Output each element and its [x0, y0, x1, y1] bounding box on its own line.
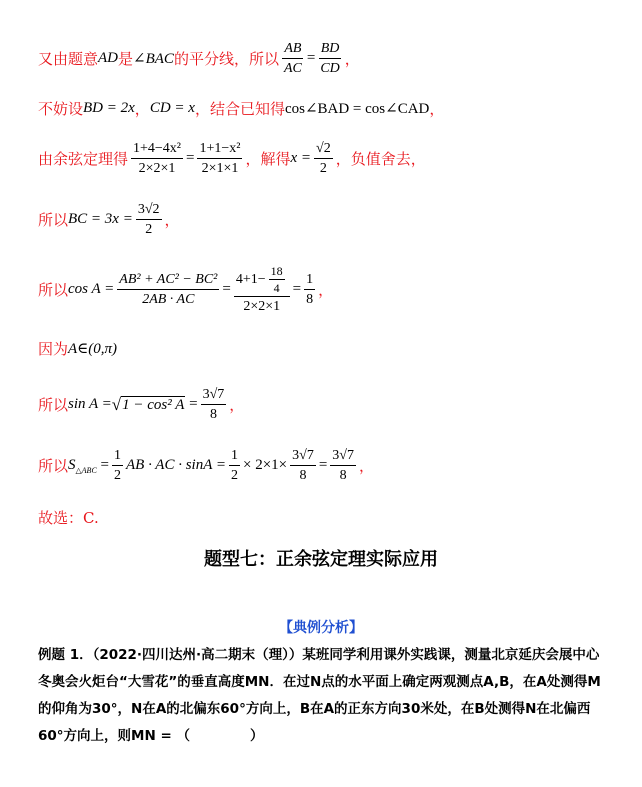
solution-line-3: 由余弦定理得 $\frac{\text{1+4−4x²}}{2\times 2\times 1}$ = $\frac{\text{1+1−x²}}{2\times 1\times 1}$ ，解得 x = $\frac{√2}{2}$ ，负值舍去， — [38, 141, 426, 176]
example-text: （2022·四川达州·高二期末（理））某班同学利用课外实践课，测量北京延庆会展中心冬奥会火炬台“大雪花”的垂直高度MN．在过N点的水平面上确定两观测点A,B，在A处测得M的仰角为30°，N在A的北偏东60°方向上，B在A的正东方向30米处，在B处测得N在北偏西60°方向上，则MN = （ — [38, 647, 601, 744]
solution-line-8: 所以 $S_{\triangle ABC}$ = $\frac{1}{2}$ AB · AC · sinA = $\frac{1}{2}$ × 2×1× $\frac{3√7}{8}$ = $\frac{3√7}{8}$ ， — [38, 448, 374, 483]
text: 的平分线，所以 — [173, 50, 279, 68]
text: 又由题意 — [38, 50, 99, 68]
fraction-area-1: $\frac{3√7}{8}$ — [292, 448, 314, 483]
fraction-cos-1: $\frac{\text{1+4−4x²}}{2\times 2\times 1}$ — [133, 141, 182, 176]
solution-line-1: 又由题意 AD 是 ∠BAC 的平分线，所以 $\frac{AB}{AC}$ = $\frac{BD}{CD}$ ， — [38, 41, 360, 76]
solution-line-7: 所以 sin A = √ 1 − cos² A = $\frac{3√7}{8}$ ， — [38, 387, 245, 422]
example-paragraph — [38, 642, 608, 750]
solution-line-6: 因为 A∈(0,π) — [38, 340, 118, 358]
math-angle: ∠BAC — [133, 51, 174, 67]
example-tag: 【典例分析】 — [279, 620, 363, 636]
math-a-range: A∈(0,π) — [68, 341, 118, 357]
math-s: S — [68, 456, 76, 473]
math-bd: BD = 2x — [83, 100, 135, 116]
sqrt-expression: √ 1 − cos² A — [111, 394, 185, 414]
fraction-x: $\frac{√2}{2}$ — [316, 141, 331, 176]
solution-line-5: 所以 cos A = $\frac{\text{AB² + AC² − BC²}}{2AB \cdot AC}$ = 4+1− $\frac{18}{4}$ 2×2×1 = $\frac{1}{8}$ ， — [38, 264, 334, 314]
fraction-sin: $\frac{3√7}{8}$ — [202, 387, 225, 422]
math-cos-a: cos A = — [68, 281, 115, 297]
fraction-cos-2: $\frac{\text{1+1−x²}}{2\times 1\times 1}$ — [199, 141, 241, 176]
fraction-bd-cd: $\frac{BD}{CD}$ — [320, 41, 340, 76]
fraction-cos-value: 4+1− $\frac{18}{4}$ 2×2×1 — [234, 264, 290, 315]
answer-line: 故选：C. — [38, 509, 99, 527]
fraction-area-2: $\frac{3√7}{8}$ — [332, 448, 354, 483]
fraction-cos-formula: $\frac{\text{AB² + AC² − BC²}}{2AB \cdot AC}$ — [119, 272, 218, 307]
fraction-half-1: $\frac{1}{2}$ — [114, 448, 121, 483]
solution-line-4: 所以 BC = 3x = $\frac{3√2}{2}$ ， — [38, 202, 180, 237]
fraction-bc: $\frac{3√2}{2}$ — [137, 202, 160, 237]
fraction-ab-ac: $\frac{AB}{AC}$ — [283, 41, 302, 76]
math-ad: AD — [98, 50, 119, 66]
example-label: 例题 1． — [38, 647, 93, 663]
section-title: 题型七：正余弦定理实际应用 — [204, 549, 438, 570]
math-bc: BC = 3x = — [68, 211, 133, 227]
fraction-half-2: $\frac{1}{2}$ — [231, 448, 238, 483]
text: 是 — [118, 50, 134, 68]
fraction-one-eighth: $\frac{1}{8}$ — [306, 272, 314, 307]
solution-line-2: 不妨设 BD = 2x ， CD = x ，结合已知得 cos∠BAD = cos∠CAD ， — [38, 100, 445, 118]
bracket-end: ） — [249, 728, 264, 744]
math-cd: CD = x — [149, 100, 195, 116]
math-sin-a: sin A = — [68, 396, 112, 412]
math-cos-equal: cos∠BAD = cos∠CAD — [284, 101, 430, 117]
